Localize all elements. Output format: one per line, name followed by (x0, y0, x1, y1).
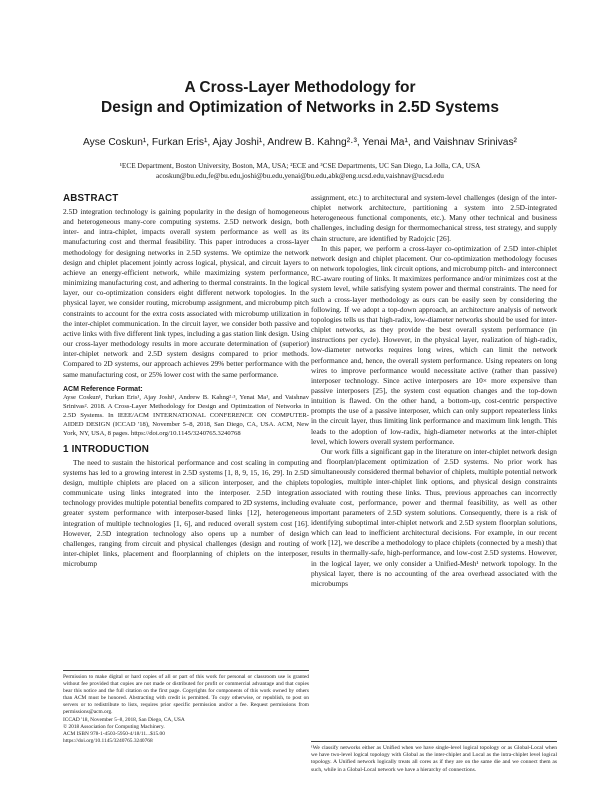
introduction-text: The need to sustain the historical performance and cost scaling in computing systems has led to a growing interest in 2.5D systems [1, 8, 9, 15, 16, 29]. In 2.5D design, multiple chiplets are placed on a silicon interposer, and the chiplets communicate using links integrated into the interposer. 2.5D integration technology provides multiple potential benefits compared to 2D systems, including greater system performance with interposer-based links [12], heterogeneous integration of multiple technologies [1, 6], and reduced overall system cost [16]. However, 2.5D integration technology also opens up a number of design challenges, ranging from circuit and physical challenges (design and routing of inter-chiplet links, placement and floorplanning of chiplets on the interposer, microbump (63, 457, 309, 569)
title-line-2: Design and Optimization of Networks in 2.5D Systems (101, 99, 499, 116)
right-paragraph-1: assignment, etc.) to architectural and system-level challenges (design of the inter-chiplet network architecture, partitioning a system into 2.5D-integrated heterogeneous functional components, etc.). Many other technical and business challenges, including design for thermomechanical stress, test strategy, and supply chain structure, are identified by Radojcic [26]. (311, 193, 557, 243)
acm-reference-heading: ACM Reference Format: (63, 385, 143, 393)
isbn-line: ACM ISBN 978-1-4503-5950-4/18/11...$15.00 (63, 730, 165, 737)
right-paragraph-2: In this paper, we perform a cross-layer co-optimization of 2.5D inter-chiplet network design and chiplet placement. Our co-optimization methodology focuses on network topologies, link circuit options, and microbump pitch- and interconnect RC-aware routing of links. It maximizes performance and/or minimizes cost at the system level, while satisfying system power and thermal constraints. The need for such a cross-layer methodology as ours can be easily seen by considering the following. If we adopt a top-down approach, an architecture analysis of network topologies tells us that high-radix, low-diameter networks should be used for inter-chiplet networks, as they provide the best overall system performance (in instructions per cycle). However, in the physical layer, realization of high-radix, low-diameter networks requires long wires, which can limit the network performance and, hence, the overall system performance. Using repeaters on long wires to improve performance would necessitate active (rather than passive) interposer technology. Since active interposers are 10× more expensive than passive interposers [25], the system cost equation changes and the top-down intuition is flawed. On the other hand, a bottom-up, cost-centric perspective prompts the use of a passive interposer, which can only support repeaterless links in the circuit layer, thus limiting link performance and maximum link length. This leads to the adoption of low-radix, high-diameter networks at the inter-chiplet level, which lowers overall system performance. (311, 243, 557, 446)
paper-title (0, 78, 600, 118)
author-list: Ayse Coskun¹, Furkan Eris¹, Ajay Joshi¹, Andrew B. Kahng²·³, Yenai Ma¹, and Vaishnav Srinivas² (83, 137, 517, 148)
copyright-line: © 2018 Association for Computing Machinery. (63, 723, 165, 730)
footnote-block (311, 741, 557, 774)
abstract-heading: ABSTRACT (63, 193, 119, 204)
affiliation-line: ¹ECE Department, Boston University, Boston, MA, USA; ²ECE and ³CSE Departments, UC San Diego, La Jolla, CA, USA (119, 161, 481, 170)
title-line-1: A Cross-Layer Methodology for (184, 79, 416, 96)
footnote-text: ¹We classify networks either as Unified when we have single-level logical topology or as Global-Local when we have two-level logical topology with Global as the inter-chiplet and Local as the intra-chiplet level logical topology. A Unified network logically treats all cores as if they are on the same die and we connect them as such, while in a Global-Local network we have a hierarchy of connections. (311, 745, 557, 773)
email-line: acoskun@bu.edu,fe@bu.edu,joshi@bu.edu,yenai@bu.edu,abk@eng.ucsd.edu,vaishnav@ucsd.edu (156, 171, 444, 180)
conference-line: ICCAD '18, November 5–8, 2018, San Diego, CA, USA (63, 716, 185, 723)
doi-link[interactable]: https://doi.org/10.1145/3240765.3240768 (63, 737, 153, 744)
permission-text: Permission to make digital or hard copies of all or part of this work for personal or classroom use is granted without fee provided that copies are not made or distributed for profit or commercial advantage and that copies bear this notice and the full citation on the first page. Copyrights for components of this work owned by others than ACM must be honored. Abstracting with credit is permitted. To copy otherwise, or republish, to post on servers or to redistribute to lists, requires prior specific permission and/or a fee. Request permissions from permissions@acm.org. (63, 674, 309, 716)
acm-reference-text: Ayse Coskun¹, Furkan Eris¹, Ajay Joshi¹, Andrew B. Kahng²·³, Yenai Ma¹, and Vaishnav Srinivas². 2018. A Cross-Layer Methodology for Design and Optimization of Networks in 2.5D Systems. In IEEE/ACM INTERNATIONAL CONFERENCE ON COMPUTER-AIDED DESIGN (ICCAD '18), November 5–8, 2018, San Diego, CA, USA. ACM, New York, NY, USA, 8 pages. https://doi.org/10.1145/3240765.3240768 (63, 393, 309, 437)
right-column (311, 193, 557, 589)
introduction-section (63, 444, 309, 570)
permission-block (63, 670, 309, 745)
affiliations (0, 161, 600, 181)
right-paragraph-3: Our work fills a significant gap in the literature on inter-chiplet network design and floorplan/placement optimization of 2.5D systems. No prior work has simultaneously considered thermal behavior of chiplets, multiple potential network topologies, multiple inter-chiplet link options, and physical design constraints associated with routing these links. Thus, previous approaches can incorrectly evaluate cost, performance, power and thermal feasibility, as well as other important parameters of 2.5D system solutions. Consequently, there is a risk of identifying suboptimal inter-chiplet network and 2.5D system floorplan solutions, which can lead to inefficient architectural decisions. For example, in our recent work [12], we describe a methodology to place chiplets (connected by a mesh) that results in thermally-safe, high-performance, and low-cost 2.5D systems. However, in the logical layer, we only consider a Unified-Mesh¹ network topology. In the physical layer, there is no accounting of the area overhead associated with the microbumps (311, 446, 557, 588)
introduction-heading: 1 INTRODUCTION (63, 443, 150, 455)
left-column (63, 193, 309, 569)
abstract-text: 2.5D integration technology is gaining popularity in the design of homogeneous and heterogeneous many-core computing systems. 2.5D network design, both inter- and intra-chiplet, impacts overall system performance as well as its manufacturing cost and thermal feasibility. This paper introduces a cross-layer methodology for designing networks in 2.5D systems. We optimize the network design and chiplet placement jointly across logical, physical, and circuit layers to achieve an energy-efficient network, while maximizing system performance, minimizing manufacturing cost, and adhering to thermal constraints. In the logical layer, our co-optimization considers eight different network topologies. In the physical layer, we consider routing, microbump assignment, and microbump pitch constraints to account for the extra costs associated with microbump utilization in the inter-chiplet communication. In the circuit layer, we consider both passive and active links with five different link types, including a gas station link design. Using our cross-layer methodology results in more accurate determination of (superior) inter-chiplet network and 2.5D system designs compared to prior methods. Compared to 2D systems, our approach achieves 29% better performance with the same manufacturing cost, or 25% lower cost with the same performance. (63, 207, 309, 379)
